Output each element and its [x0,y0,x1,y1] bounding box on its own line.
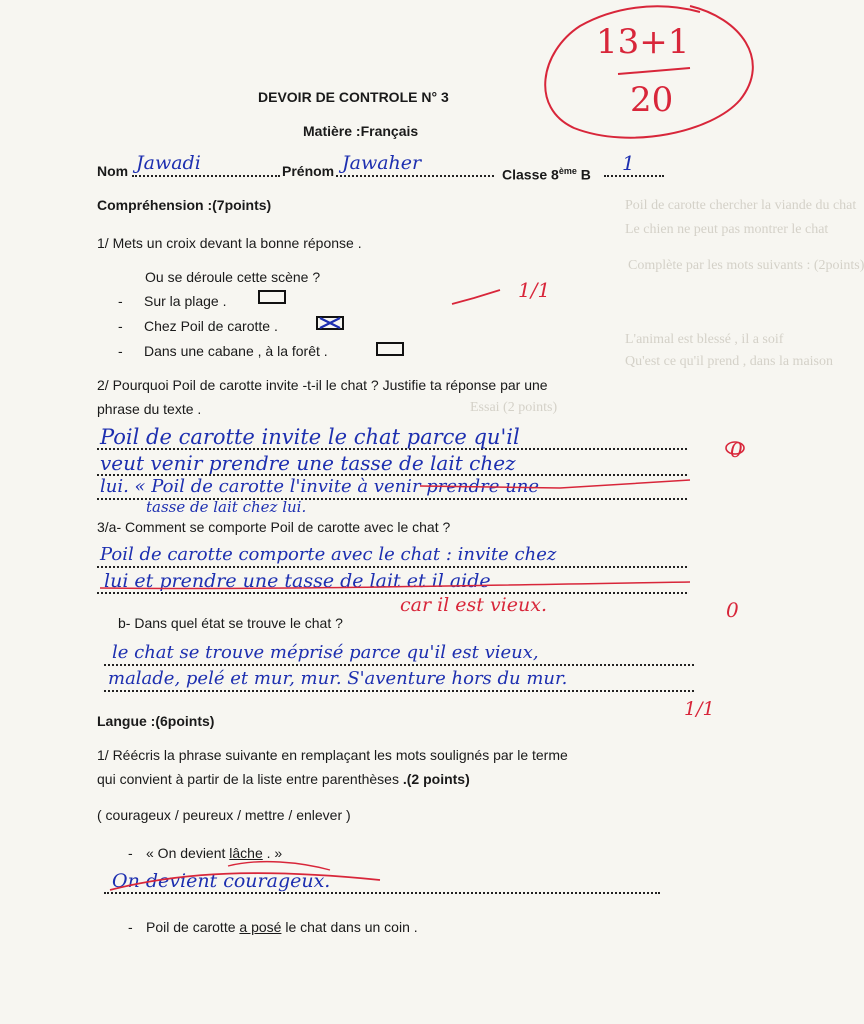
sentence-2: Poil de carotte a posé le chat dans un coin . [146,919,418,935]
mark-q2: 0 [730,438,743,462]
answer-2-line: veut venir prendre une tasse de lait chez [100,451,516,475]
question-1: 1/ Mets un croix devant la bonne réponse . [97,235,362,251]
langue-q1-line2: qui convient à partir de la liste entre parenthèses .(2 points) [97,771,470,787]
word-list: ( courageux / peureux / mettre / enlever ) [97,807,351,823]
bleed-text: Poil de carotte chercher la viande du chat [625,198,857,213]
grade-score: 13+1 [596,22,690,62]
sentence-bullet: - [128,845,133,861]
comprehension-heading: Compréhension :(7points) [97,197,272,213]
mark-q3b: 1/1 [684,698,715,720]
answer-3b-line: malade, pelé et mur, mur. S'aventure hors du mur. [108,668,568,689]
bleed-text: Le chien ne peut pas montrer le chat [625,222,829,237]
question-2-line1: 2/ Pourquoi Poil de carotte invite -t-il le chat ? Justifie ta réponse par une [97,377,548,393]
classe-label: Classe 8ème B [502,166,591,183]
answer-langue-1: On devient courageux. [112,870,331,892]
bleed-text: Essai (2 points) [470,400,558,415]
answer-2-line: lui. « Poil de carotte l'invite à venir prendre une [100,476,539,497]
answer-2-line: Poil de carotte invite le chat parce qu'il [100,425,520,449]
prenom-label: Prénom [282,163,335,179]
answer-3a-line: lui et prendre une tasse de lait et il aide [104,570,491,592]
exam-title: DEVOIR DE CONTROLE N° 3 [258,89,449,105]
correction-3a: car il est vieux. [400,594,547,616]
option-bullet: - [118,343,123,359]
classe-number: 1 [622,151,635,175]
question-1-prompt: Ou se déroule cette scène ? [145,269,321,285]
answer-2-line: tasse de lait chez lui. [146,498,307,516]
option-plage-label: Sur la plage . [144,293,227,309]
option-chez-label: Chez Poil de carotte . [144,318,278,334]
langue-q1-line1: 1/ Réécris la phrase suivante en remplaçant les mots soulignés par le terme [97,747,568,763]
question-2-line2: phrase du texte . [97,401,202,417]
option-cabane-label: Dans une cabane , à la forêt . [144,343,328,359]
langue-heading: Langue :(6points) [97,713,215,729]
question-3b: b- Dans quel état se trouve le chat ? [118,615,343,631]
option-bullet: - [118,293,123,309]
bleed-text: Complète par les mots suivants : (2points) [628,258,864,273]
mark-q1: 1/1 [518,278,551,302]
sentence-1: « On devient lâche . » [146,845,283,861]
mark-q3a: 0 [726,598,739,622]
subject-line: Matière :Français [303,123,419,139]
answer-3a-line: Poil de carotte comporte avec le chat : invite chez [100,544,557,565]
question-3a: 3/a- Comment se comporte Poil de carotte avec le chat ? [97,519,451,535]
option-bullet: - [118,318,123,334]
sentence-bullet: - [128,919,133,935]
bleed-text: Qu'est ce qu'il prend , dans la maison [625,354,833,369]
nom-value: Jawadi [136,152,201,174]
grade-total: 20 [630,80,674,120]
bleed-text: L'animal est blessé , il a soif [625,332,784,347]
answer-3b-line: le chat se trouve méprisé parce qu'il est vieux, [112,642,539,663]
prenom-value: Jawaher [342,152,422,174]
nom-label: Nom [97,163,129,179]
